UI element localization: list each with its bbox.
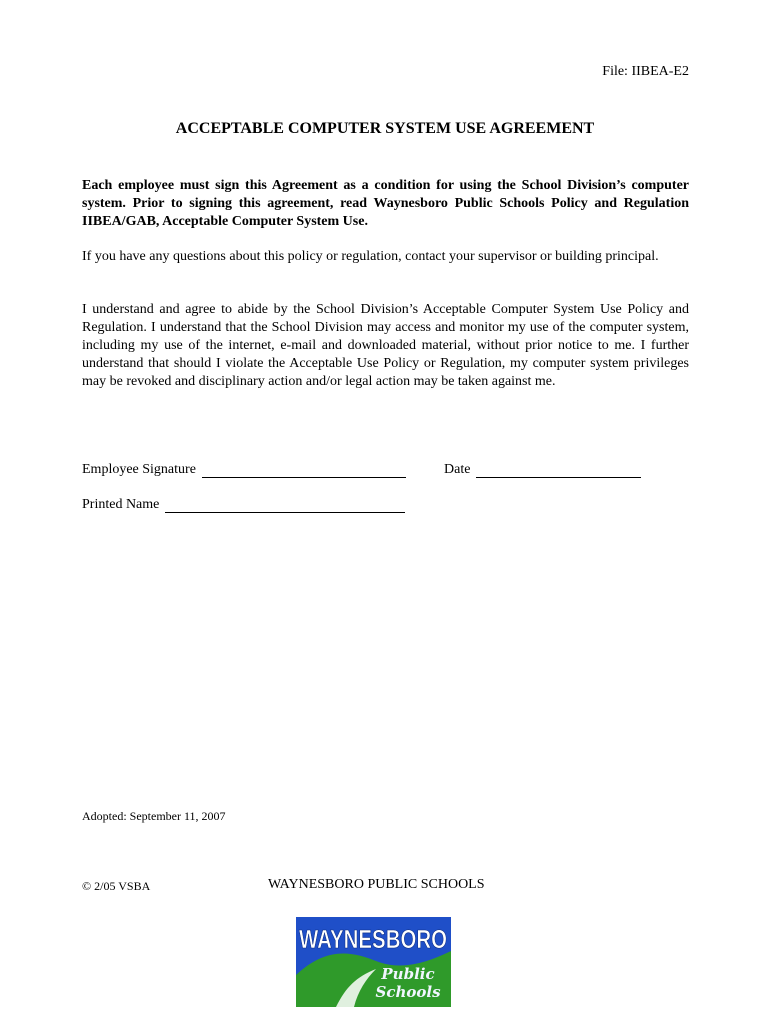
questions-paragraph: If you have any questions about this policy or regulation, contact your supervisor or building principal. [82,249,659,264]
printed-name-field [82,497,405,513]
intro-paragraph: Each employee must sign this Agreement as a condition for using the School Division’s computer system. Prior to signing this agreement, read Waynesboro Public Schools Policy and Regulation IIBEA/GAB, Acceptable Computer System Use. [82,178,689,229]
date-line[interactable] [476,463,641,478]
file-reference: File: IIBEA-E2 [602,64,689,79]
agreement-paragraph: I understand and agree to abide by the School Division’s Acceptable Computer System Use Policy and Regulation. I understand that the School Division may access and monitor my use of the computer system, including my use of the internet, e-mail and downloaded material, without prior notice to me. I further understand that should I violate the Acceptable Use Policy or Regulation, my computer system privileges may be revoked and disciplinary action and/or legal action may be taken against me. [82,302,689,389]
logo-schools-text: Schools [375,983,441,1001]
copyright-notice: © 2/05 VSBA [82,879,151,893]
employee-signature-line[interactable] [202,463,406,478]
logo-public-text: Public [381,965,435,983]
date-label: Date [444,462,471,477]
waynesboro-logo [296,917,451,1007]
logo-wordmark: WAYNESBORO [299,924,447,954]
page-title: ACCEPTABLE COMPUTER SYSTEM USE AGREEMENT [175,120,595,137]
employee-signature-field [82,462,406,478]
printed-name-line[interactable] [165,498,405,513]
employee-signature-label: Employee Signature [82,462,196,477]
adopted-date: Adopted: September 11, 2007 [82,809,226,823]
organization-name: WAYNESBORO PUBLIC SCHOOLS [268,877,485,892]
printed-name-label: Printed Name [82,497,160,512]
date-field [444,462,641,478]
